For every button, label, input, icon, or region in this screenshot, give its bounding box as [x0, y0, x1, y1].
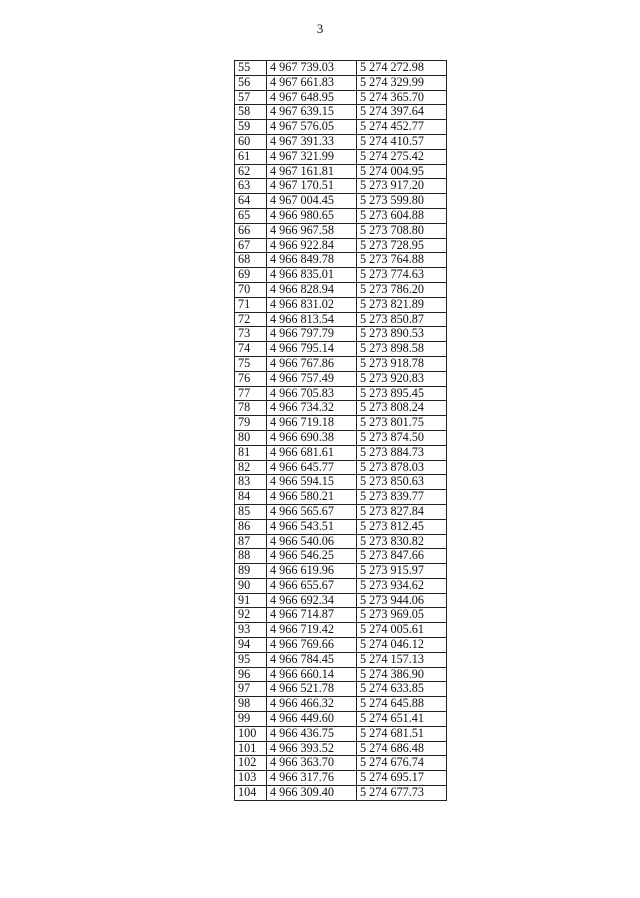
point-number-cell: 81 — [235, 445, 267, 460]
point-number-cell: 59 — [235, 120, 267, 135]
table-row — [235, 386, 447, 401]
y-coordinate-cell: 5 274 005.61 — [357, 623, 447, 638]
y-coordinate-cell: 5 274 272.98 — [357, 61, 447, 76]
table-row — [235, 623, 447, 638]
table-row — [235, 179, 447, 194]
y-coordinate-cell: 5 273 944.06 — [357, 593, 447, 608]
x-coordinate-cell: 4 966 645.77 — [267, 460, 357, 475]
table-row — [235, 312, 447, 327]
y-coordinate-cell: 5 274 046.12 — [357, 638, 447, 653]
point-number-cell: 57 — [235, 90, 267, 105]
y-coordinate-cell: 5 273 874.50 — [357, 430, 447, 445]
coordinates-table-body — [235, 61, 447, 801]
table-row — [235, 667, 447, 682]
table-row — [235, 608, 447, 623]
x-coordinate-cell: 4 966 594.15 — [267, 475, 357, 490]
table-row — [235, 223, 447, 238]
x-coordinate-cell: 4 966 795.14 — [267, 342, 357, 357]
table-row — [235, 401, 447, 416]
x-coordinate-cell: 4 966 719.18 — [267, 416, 357, 431]
y-coordinate-cell: 5 274 365.70 — [357, 90, 447, 105]
x-coordinate-cell: 4 966 705.83 — [267, 386, 357, 401]
y-coordinate-cell: 5 273 728.95 — [357, 238, 447, 253]
y-coordinate-cell: 5 273 830.82 — [357, 534, 447, 549]
point-number-cell: 72 — [235, 312, 267, 327]
table-row — [235, 327, 447, 342]
table-row — [235, 593, 447, 608]
x-coordinate-cell: 4 966 922.84 — [267, 238, 357, 253]
table-row — [235, 149, 447, 164]
x-coordinate-cell: 4 966 719.42 — [267, 623, 357, 638]
x-coordinate-cell: 4 967 739.03 — [267, 61, 357, 76]
x-coordinate-cell: 4 966 813.54 — [267, 312, 357, 327]
table-row — [235, 194, 447, 209]
table-row — [235, 164, 447, 179]
point-number-cell: 93 — [235, 623, 267, 638]
point-number-cell: 94 — [235, 638, 267, 653]
y-coordinate-cell: 5 273 774.63 — [357, 268, 447, 283]
table-row — [235, 534, 447, 549]
x-coordinate-cell: 4 966 767.86 — [267, 356, 357, 371]
table-row — [235, 682, 447, 697]
y-coordinate-cell: 5 274 677.73 — [357, 786, 447, 801]
point-number-cell: 99 — [235, 712, 267, 727]
x-coordinate-cell: 4 966 655.67 — [267, 578, 357, 593]
page-number: 3 — [316, 21, 324, 36]
point-number-cell: 71 — [235, 297, 267, 312]
table-row — [235, 342, 447, 357]
point-number-cell: 63 — [235, 179, 267, 194]
point-number-cell: 86 — [235, 519, 267, 534]
point-number-cell: 97 — [235, 682, 267, 697]
x-coordinate-cell: 4 966 317.76 — [267, 771, 357, 786]
table-row — [235, 445, 447, 460]
y-coordinate-cell: 5 274 275.42 — [357, 149, 447, 164]
point-number-cell: 61 — [235, 149, 267, 164]
x-coordinate-cell: 4 967 321.99 — [267, 149, 357, 164]
x-coordinate-cell: 4 966 393.52 — [267, 741, 357, 756]
x-coordinate-cell: 4 966 980.65 — [267, 208, 357, 223]
y-coordinate-cell: 5 273 599.80 — [357, 194, 447, 209]
y-coordinate-cell: 5 273 847.66 — [357, 549, 447, 564]
table-row — [235, 460, 447, 475]
table-row — [235, 726, 447, 741]
point-number-cell: 85 — [235, 504, 267, 519]
x-coordinate-cell: 4 967 170.51 — [267, 179, 357, 194]
table-row — [235, 578, 447, 593]
table-row — [235, 490, 447, 505]
x-coordinate-cell: 4 966 449.60 — [267, 712, 357, 727]
y-coordinate-cell: 5 273 898.58 — [357, 342, 447, 357]
point-number-cell: 84 — [235, 490, 267, 505]
table-row — [235, 75, 447, 90]
point-number-cell: 103 — [235, 771, 267, 786]
x-coordinate-cell: 4 966 580.21 — [267, 490, 357, 505]
point-number-cell: 64 — [235, 194, 267, 209]
point-number-cell: 91 — [235, 593, 267, 608]
x-coordinate-cell: 4 967 391.33 — [267, 134, 357, 149]
y-coordinate-cell: 5 273 764.88 — [357, 253, 447, 268]
y-coordinate-cell: 5 273 969.05 — [357, 608, 447, 623]
x-coordinate-cell: 4 967 648.95 — [267, 90, 357, 105]
point-number-cell: 73 — [235, 327, 267, 342]
x-coordinate-cell: 4 966 967.58 — [267, 223, 357, 238]
y-coordinate-cell: 5 274 695.17 — [357, 771, 447, 786]
x-coordinate-cell: 4 966 540.06 — [267, 534, 357, 549]
y-coordinate-cell: 5 274 633.85 — [357, 682, 447, 697]
x-coordinate-cell: 4 966 849.78 — [267, 253, 357, 268]
table-row — [235, 208, 447, 223]
y-coordinate-cell: 5 273 808.24 — [357, 401, 447, 416]
point-number-cell: 98 — [235, 697, 267, 712]
point-number-cell: 70 — [235, 282, 267, 297]
point-number-cell: 68 — [235, 253, 267, 268]
y-coordinate-cell: 5 274 681.51 — [357, 726, 447, 741]
y-coordinate-cell: 5 274 386.90 — [357, 667, 447, 682]
y-coordinate-cell: 5 273 850.87 — [357, 312, 447, 327]
table-row — [235, 61, 447, 76]
x-coordinate-cell: 4 966 436.75 — [267, 726, 357, 741]
table-row — [235, 475, 447, 490]
point-number-cell: 102 — [235, 756, 267, 771]
point-number-cell: 104 — [235, 786, 267, 801]
point-number-cell: 58 — [235, 105, 267, 120]
table-row — [235, 282, 447, 297]
point-number-cell: 80 — [235, 430, 267, 445]
y-coordinate-cell: 5 274 329.99 — [357, 75, 447, 90]
y-coordinate-cell: 5 274 676.74 — [357, 756, 447, 771]
y-coordinate-cell: 5 273 850.63 — [357, 475, 447, 490]
x-coordinate-cell: 4 966 797.79 — [267, 327, 357, 342]
y-coordinate-cell: 5 273 812.45 — [357, 519, 447, 534]
x-coordinate-cell: 4 966 714.87 — [267, 608, 357, 623]
x-coordinate-cell: 4 966 690.38 — [267, 430, 357, 445]
y-coordinate-cell: 5 274 157.13 — [357, 652, 447, 667]
table-row — [235, 756, 447, 771]
x-coordinate-cell: 4 966 828.94 — [267, 282, 357, 297]
y-coordinate-cell: 5 273 918.78 — [357, 356, 447, 371]
point-number-cell: 76 — [235, 371, 267, 386]
point-number-cell: 66 — [235, 223, 267, 238]
table-row — [235, 371, 447, 386]
point-number-cell: 87 — [235, 534, 267, 549]
y-coordinate-cell: 5 274 645.88 — [357, 697, 447, 712]
point-number-cell: 83 — [235, 475, 267, 490]
point-number-cell: 100 — [235, 726, 267, 741]
x-coordinate-cell: 4 966 734.32 — [267, 401, 357, 416]
point-number-cell: 96 — [235, 667, 267, 682]
point-number-cell: 101 — [235, 741, 267, 756]
coordinates-table — [234, 60, 447, 801]
x-coordinate-cell: 4 966 757.49 — [267, 371, 357, 386]
table-row — [235, 786, 447, 801]
point-number-cell: 65 — [235, 208, 267, 223]
point-number-cell: 60 — [235, 134, 267, 149]
point-number-cell: 55 — [235, 61, 267, 76]
table-row — [235, 416, 447, 431]
table-row — [235, 638, 447, 653]
point-number-cell: 88 — [235, 549, 267, 564]
table-row — [235, 712, 447, 727]
point-number-cell: 79 — [235, 416, 267, 431]
table-row — [235, 297, 447, 312]
x-coordinate-cell: 4 966 769.66 — [267, 638, 357, 653]
x-coordinate-cell: 4 966 363.70 — [267, 756, 357, 771]
y-coordinate-cell: 5 273 878.03 — [357, 460, 447, 475]
point-number-cell: 75 — [235, 356, 267, 371]
point-number-cell: 78 — [235, 401, 267, 416]
y-coordinate-cell: 5 273 915.97 — [357, 564, 447, 579]
table-row — [235, 564, 447, 579]
table-row — [235, 652, 447, 667]
y-coordinate-cell: 5 273 917.20 — [357, 179, 447, 194]
table-row — [235, 741, 447, 756]
point-number-cell: 69 — [235, 268, 267, 283]
point-number-cell: 90 — [235, 578, 267, 593]
table-row — [235, 90, 447, 105]
x-coordinate-cell: 4 967 004.45 — [267, 194, 357, 209]
y-coordinate-cell: 5 273 934.62 — [357, 578, 447, 593]
y-coordinate-cell: 5 274 651.41 — [357, 712, 447, 727]
x-coordinate-cell: 4 966 681.61 — [267, 445, 357, 460]
table-row — [235, 519, 447, 534]
x-coordinate-cell: 4 966 835.01 — [267, 268, 357, 283]
x-coordinate-cell: 4 966 660.14 — [267, 667, 357, 682]
point-number-cell: 62 — [235, 164, 267, 179]
table-row — [235, 120, 447, 135]
y-coordinate-cell: 5 273 708.80 — [357, 223, 447, 238]
y-coordinate-cell: 5 274 452.77 — [357, 120, 447, 135]
y-coordinate-cell: 5 273 884.73 — [357, 445, 447, 460]
x-coordinate-cell: 4 966 543.51 — [267, 519, 357, 534]
point-number-cell: 67 — [235, 238, 267, 253]
point-number-cell: 92 — [235, 608, 267, 623]
table-row — [235, 504, 447, 519]
table-row — [235, 356, 447, 371]
y-coordinate-cell: 5 274 410.57 — [357, 134, 447, 149]
x-coordinate-cell: 4 967 661.83 — [267, 75, 357, 90]
x-coordinate-cell: 4 966 521.78 — [267, 682, 357, 697]
y-coordinate-cell: 5 273 895.45 — [357, 386, 447, 401]
table-row — [235, 134, 447, 149]
point-number-cell: 74 — [235, 342, 267, 357]
table-row — [235, 253, 447, 268]
y-coordinate-cell: 5 274 397.64 — [357, 105, 447, 120]
x-coordinate-cell: 4 967 639.15 — [267, 105, 357, 120]
y-coordinate-cell: 5 274 004.95 — [357, 164, 447, 179]
y-coordinate-cell: 5 273 920.83 — [357, 371, 447, 386]
x-coordinate-cell: 4 966 309.40 — [267, 786, 357, 801]
x-coordinate-cell: 4 967 576.05 — [267, 120, 357, 135]
x-coordinate-cell: 4 966 831.02 — [267, 297, 357, 312]
table-row — [235, 105, 447, 120]
x-coordinate-cell: 4 967 161.81 — [267, 164, 357, 179]
point-number-cell: 89 — [235, 564, 267, 579]
table-row — [235, 238, 447, 253]
x-coordinate-cell: 4 966 546.25 — [267, 549, 357, 564]
y-coordinate-cell: 5 273 604.88 — [357, 208, 447, 223]
x-coordinate-cell: 4 966 565.67 — [267, 504, 357, 519]
y-coordinate-cell: 5 274 686.48 — [357, 741, 447, 756]
point-number-cell: 82 — [235, 460, 267, 475]
y-coordinate-cell: 5 273 839.77 — [357, 490, 447, 505]
x-coordinate-cell: 4 966 692.34 — [267, 593, 357, 608]
x-coordinate-cell: 4 966 784.45 — [267, 652, 357, 667]
point-number-cell: 95 — [235, 652, 267, 667]
table-row — [235, 697, 447, 712]
x-coordinate-cell: 4 966 619.96 — [267, 564, 357, 579]
y-coordinate-cell: 5 273 827.84 — [357, 504, 447, 519]
point-number-cell: 56 — [235, 75, 267, 90]
y-coordinate-cell: 5 273 786.20 — [357, 282, 447, 297]
y-coordinate-cell: 5 273 801.75 — [357, 416, 447, 431]
table-row — [235, 268, 447, 283]
table-row — [235, 549, 447, 564]
y-coordinate-cell: 5 273 890.53 — [357, 327, 447, 342]
x-coordinate-cell: 4 966 466.32 — [267, 697, 357, 712]
y-coordinate-cell: 5 273 821.89 — [357, 297, 447, 312]
table-row — [235, 430, 447, 445]
point-number-cell: 77 — [235, 386, 267, 401]
table-row — [235, 771, 447, 786]
